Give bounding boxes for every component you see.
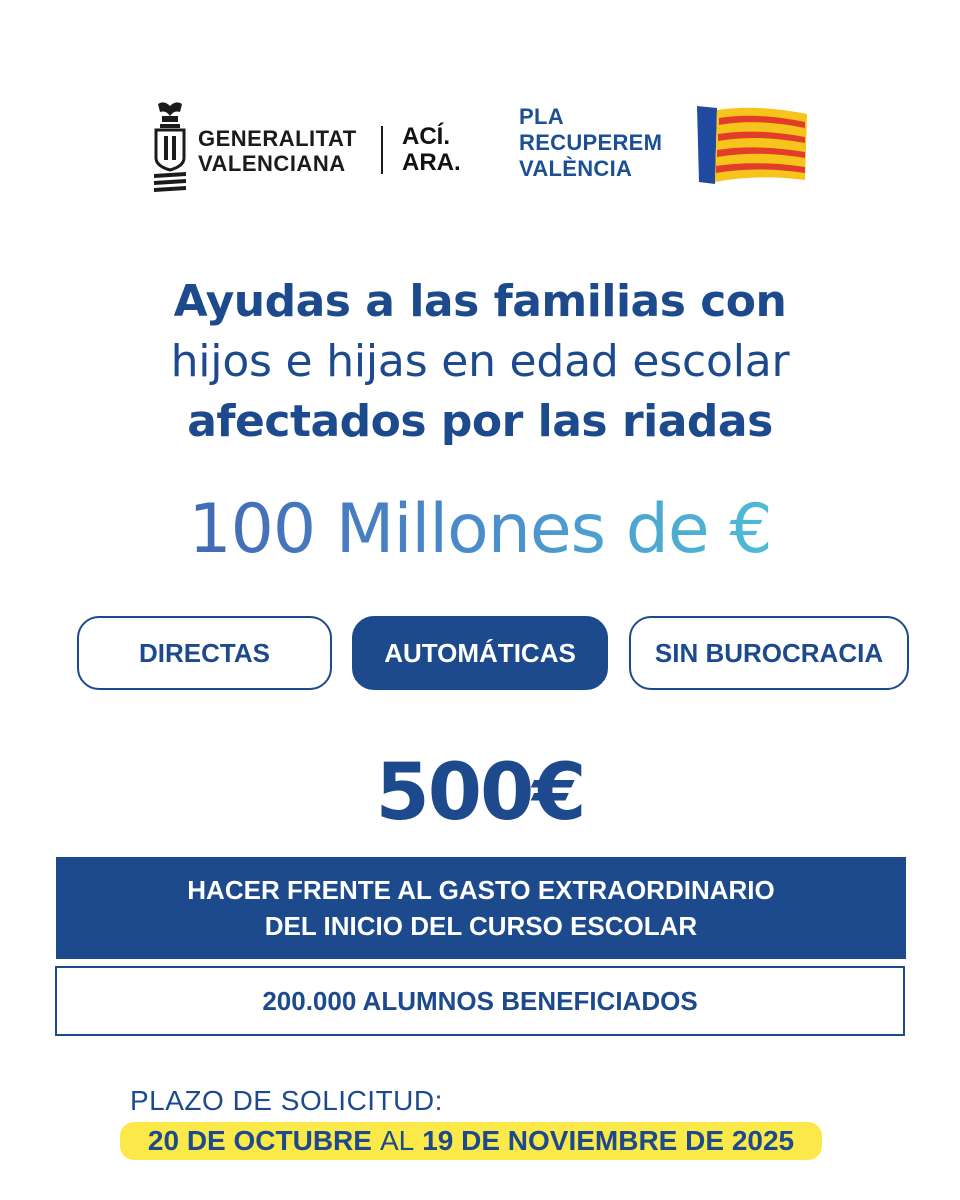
valencian-flag-icon [695,104,810,186]
headline-line2: hijos e hijas en edad escolar [170,336,790,387]
feature-pill-automaticas: AUTOMÁTICAS [352,616,608,690]
pla-line1: PLA [519,104,564,129]
feature-pill-sin-burocracia: SIN BUROCRACIA [629,616,909,690]
deadline-label: PLAZO DE SOLICITUD: [130,1085,443,1116]
generalitat-crest-icon [150,100,192,196]
deadline-connector: AL [379,1125,415,1156]
logo-divider [381,126,383,174]
generalitat-logo [150,100,490,196]
aci-text: ACÍ. [402,123,450,150]
deadline-end: 19 DE NOVIEMBRE DE 2025 [422,1125,795,1156]
headline-line1: Ayudas a las familias con [173,276,787,327]
aci-ara-logo [402,124,461,176]
total-amount: 100 Millones de € [0,490,960,569]
pla-line2: RECUPEREM [519,130,663,155]
purpose-line2: DEL INICIO DEL CURSO ESCOLAR [264,911,698,941]
deadline-start: 20 DE OCTUBRE [147,1125,372,1156]
beneficiaries-banner: 200.000 ALUMNOS BENEFICIADOS [55,966,905,1036]
purpose-banner [56,857,906,959]
generalitat-line2: VALENCIANA [198,151,346,176]
generalitat-line1: GENERALITAT [198,126,357,151]
headline-line3: afectados por las riadas [187,396,773,447]
pla-recuperem-logo [515,100,815,190]
aid-amount: 500€ [375,748,585,838]
pla-recuperem-name [519,104,662,182]
pla-line3: VALÈNCIA [519,156,633,181]
generalitat-name [198,126,357,176]
feature-pill-directas: DIRECTAS [77,616,332,690]
ara-text: ARA. [402,149,461,176]
purpose-line1: HACER FRENTE AL GASTO EXTRAORDINARIO [187,875,775,905]
deadline-dates [120,1122,822,1160]
